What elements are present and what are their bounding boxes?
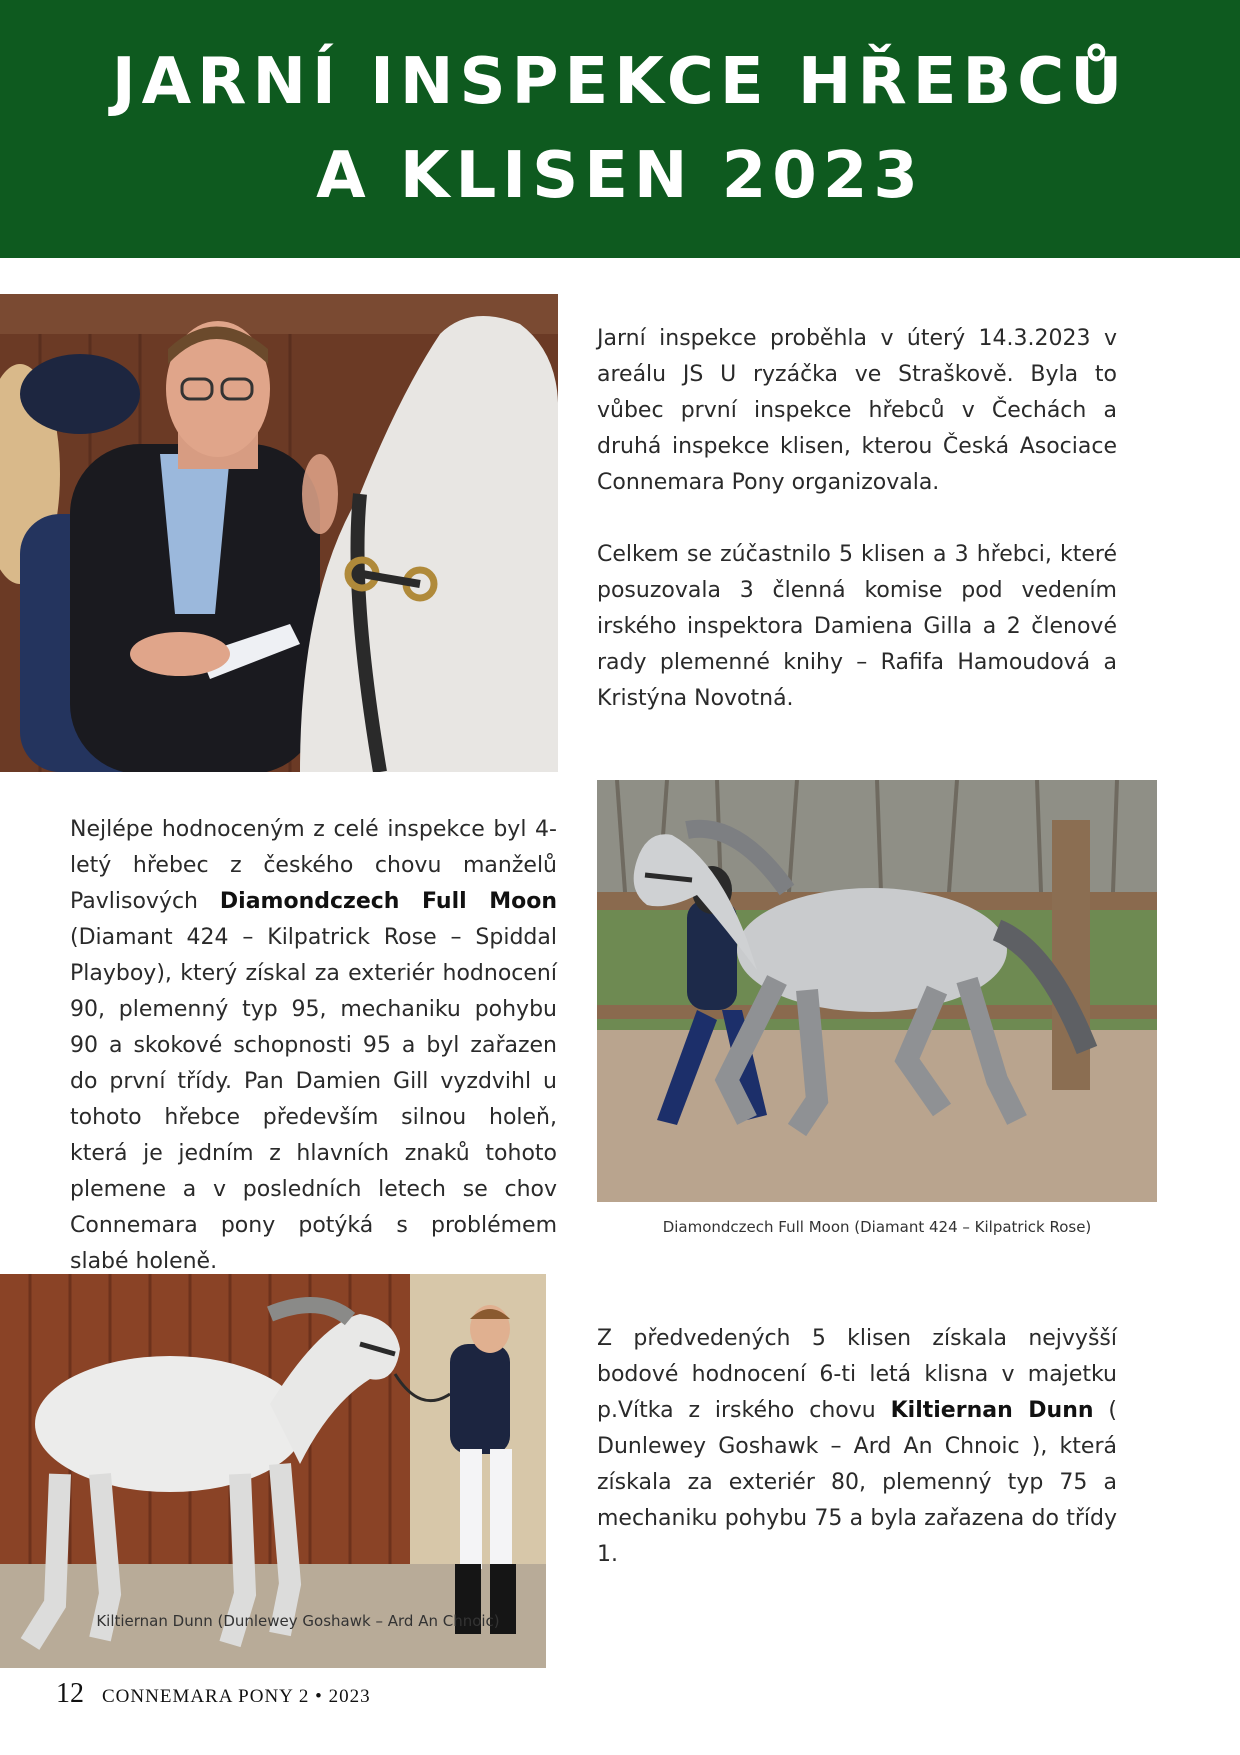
mare-photo-caption: Kiltiernan Dunn (Dunlewey Goshawk – Ard An Chnoic) [96,1612,500,1630]
stallion-text-before: Nejlépe hodnoceným z celé inspekce byl 4-letý hřebec z českého chovu manželů Pavlisových [70,817,557,914]
title-line-1: JARNÍ INSPEKCE HŘEBCŮ [111,45,1129,119]
stallion-photo-caption: Diamondczech Full Moon (Diamant 424 – Kilpatrick Rose) [662,1218,1092,1236]
stallion-text [70,812,557,1316]
stallion-photo [597,780,1157,1202]
mare-photo [0,1274,546,1668]
mare-text [597,1321,1117,1609]
title-banner [0,0,1240,258]
mare-name: Kiltiernan Dunn [890,1398,1094,1423]
mare-text-after: ( Dunlewey Goshawk – Ard An Chnoic ), která získala za exteriér 80, plemenný typ 75 a mechaniku pohybu 75 a byla zařazena do třídy 1. [597,1398,1117,1567]
mare-paragraph [597,1321,1117,1573]
page-footer [56,1678,371,1710]
mare-text-before: Z předvedených 5 klisen získala nejvyšší bodové hodnocení 6-ti letá klisna v majetku p.Vítka z irského chovu [597,1326,1117,1423]
intro-text [597,321,1117,753]
intro-paragraph-1: Jarní inspekce proběhla v úterý 14.3.2023 v areálu JS U ryzáčka ve Straškově. Byla to vůbec první inspekce hřebců v Čechách a druhá inspekce klisen, kterou Česká Asociace Connemara Pony organizovala. [597,326,1117,495]
stallion-name: Diamondczech Full Moon [219,889,557,914]
page-number: 12 [56,1678,84,1709]
title-line-2: A KLISEN 2023 [316,139,924,213]
stallion-text-after: (Diamant 424 – Kilpatrick Rose – Spiddal Playboy), který získal za exteriér hodnocení 90, plemenný typ 95, mechaniku pohybu 90 a skokové schopnosti 95 a byl zařazen do první třídy. Pan Damien Gill vyzdvihl u tohoto hřebce především silnou holeň, která je jedním z hlavních znaků tohoto plemene a v posledních letech se chov Connemara pony potýká s problémem slabé holeně. [70,925,557,1274]
inspector-photo [0,294,558,772]
stallion-paragraph [70,812,557,1280]
intro-paragraph-2: Celkem se zúčastnilo 5 klisen a 3 hřebci, které posuzovala 3 členná komise pod vedením irského inspektora Damiena Gilla a 2 členové rady plemenné knihy – Rafifa Hamoudová a Kristýna Novotná. [597,542,1117,711]
magazine-issue: CONNEMARA PONY 2 • 2023 [102,1686,371,1707]
